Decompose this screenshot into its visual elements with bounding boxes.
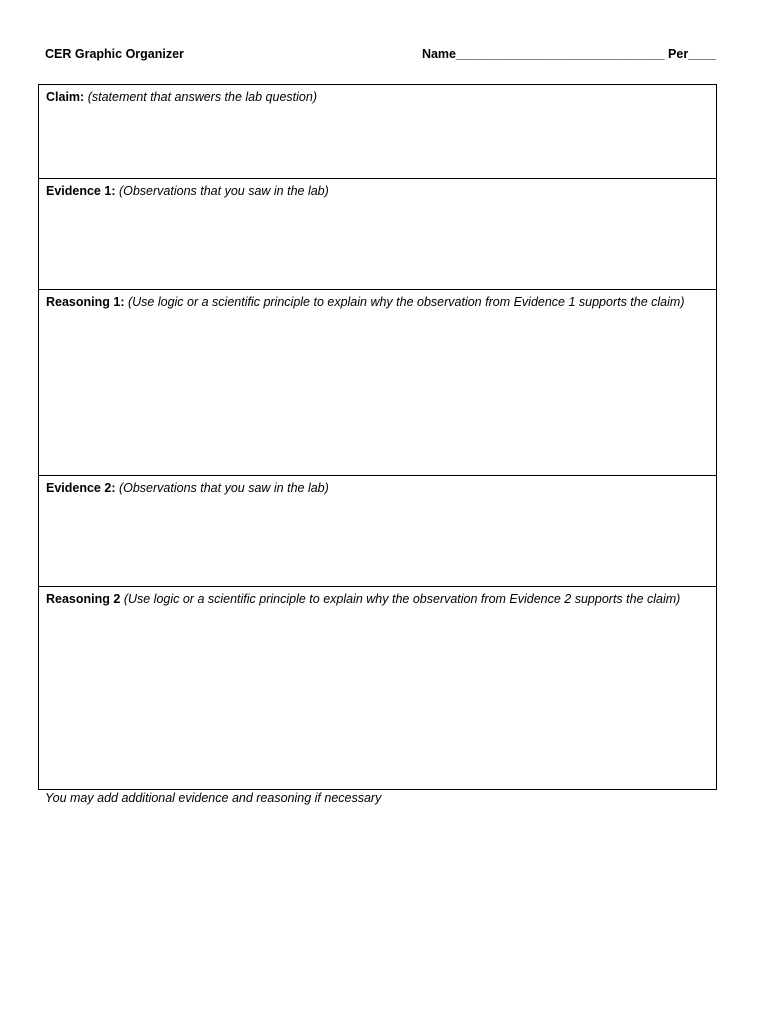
section-prompt: (Observations that you saw in the lab) xyxy=(118,184,329,198)
section-prompt: (Use logic or a scientific principle to explain why the observation from Evidence 2 supports the claim) xyxy=(123,592,681,606)
reasoning-2-section[interactable] xyxy=(39,586,716,789)
evidence-1-section[interactable] xyxy=(39,178,716,289)
section-label: Evidence 2: xyxy=(46,481,116,495)
claim-section[interactable] xyxy=(39,85,716,178)
section-prompt: (Use logic or a scientific principle to explain why the observation from Evidence 1 supports the claim) xyxy=(127,295,685,309)
section-prompt: (statement that answers the lab question) xyxy=(87,90,317,104)
section-label: Claim: xyxy=(46,90,85,104)
section-label: Reasoning 2 xyxy=(46,592,121,606)
name-period-line[interactable]: Name______________________________ Per____ xyxy=(421,47,716,61)
section-label: Reasoning 1: xyxy=(46,295,125,309)
cer-organizer-table xyxy=(38,84,717,790)
evidence-2-section[interactable] xyxy=(39,475,716,586)
reasoning-1-section[interactable] xyxy=(39,289,716,475)
section-label: Evidence 1: xyxy=(46,184,116,198)
section-prompt: (Observations that you saw in the lab) xyxy=(118,481,329,495)
document-title: CER Graphic Organizer xyxy=(45,47,184,61)
document-header xyxy=(45,47,716,67)
footnote: You may add additional evidence and reasoning if necessary xyxy=(45,791,382,805)
